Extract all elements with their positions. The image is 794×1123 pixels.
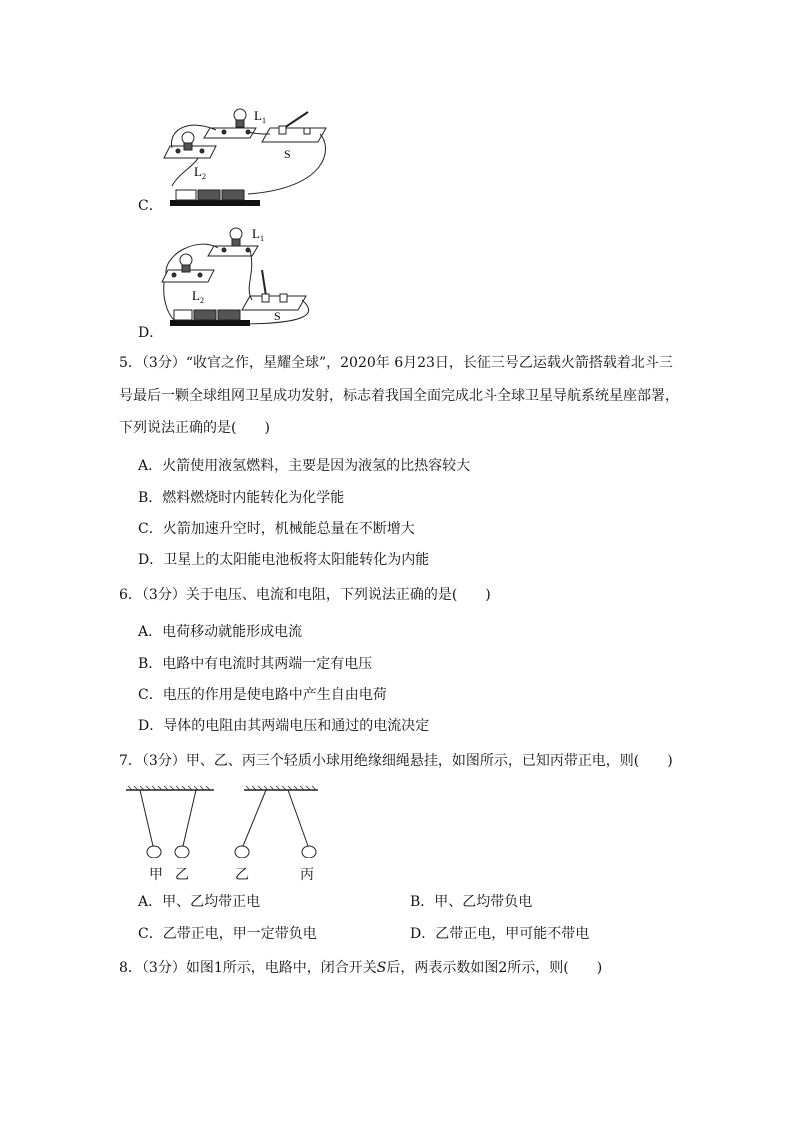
battery-pack — [170, 190, 260, 206]
q5-option-d[interactable]: D．卫星上的太阳能电池板将太阳能转化为内能 — [138, 552, 430, 568]
q6-option-d[interactable]: D．导体的电阻由其两端电压和通过的电流决定 — [138, 718, 430, 734]
q6-option-c[interactable]: C．电压的作用是使电路中产生自由电荷 — [138, 687, 387, 703]
q8-switch-var: S — [376, 960, 387, 976]
wire-l1-switch — [249, 250, 252, 300]
q7-label-jia: 甲 — [149, 867, 163, 883]
q8-stem-after: 后，两表示数如图2所示，则( ) — [386, 960, 603, 976]
l1-bulb — [230, 228, 242, 240]
l2-label: $L_2$ — [194, 164, 206, 181]
switch-board — [262, 128, 326, 142]
q8-stem — [119, 958, 602, 978]
q5-stem-line-3: 下列说法正确的是( ) — [119, 420, 270, 436]
string-yi-right — [243, 790, 266, 846]
q6-option-b[interactable]: B．电路中有电流时其两端一定有电压 — [138, 656, 373, 672]
q7-stem: 7．（3分）甲、乙、丙三个轻质小球用绝缘细绳悬挂，如图所示，已知丙带正电，则( ) — [119, 753, 673, 769]
q4-option-d-label[interactable]: D． — [138, 325, 164, 341]
q7-label-bing: 丙 — [300, 867, 314, 883]
q8-stem-before: 8．（3分）如图1所示，电路中，闭合开关 — [119, 960, 377, 976]
q7-hanging-balls-figure — [120, 784, 330, 858]
ball-bing — [302, 846, 316, 858]
q7-option-b[interactable]: B．甲、乙均带负电 — [410, 894, 533, 910]
l1-bulb — [234, 109, 246, 121]
ball-yi-left — [175, 846, 189, 858]
l1-label: $L_1$ — [252, 226, 264, 243]
q7-option-d[interactable]: D．乙带正电，甲可能不带电 — [410, 926, 590, 942]
q4-option-c-label[interactable]: C． — [138, 198, 163, 214]
q5-stem-line-2: 号最后一颗全球组网卫星成功发射，标志着我国全面完成北斗全球卫星导航系统星座部署， — [119, 388, 679, 404]
q7-option-a[interactable]: A．甲、乙均带正电 — [138, 894, 261, 910]
ball-jia — [147, 846, 161, 858]
switch-label: S — [284, 147, 291, 161]
wire-switch-battery — [248, 134, 325, 194]
l2-label: $L_2$ — [192, 288, 204, 305]
q7-option-c[interactable]: C．乙带正电，甲一定带负电 — [138, 926, 317, 942]
q5-option-c[interactable]: C．火箭加速升空时，机械能总量在不断增大 — [138, 521, 415, 537]
q4-option-d-circuit-figure — [158, 224, 328, 334]
string-bing — [288, 790, 308, 846]
l2-bulb — [180, 254, 192, 266]
l2-bulb — [182, 132, 194, 144]
battery-pack — [170, 310, 250, 326]
q6-option-a[interactable]: A．电荷移动就能形成电流 — [138, 624, 303, 640]
q5-stem-line-1: 5．（3分）“收官之作，星耀全球”，2020年 6月23日，长征三号乙运载火箭搭载着北斗三 — [119, 355, 673, 371]
string-yi-left — [183, 790, 196, 846]
string-jia — [140, 790, 153, 846]
q5-option-a[interactable]: A．火箭使用液氢燃料，主要是因为液氢的比热容较大 — [138, 458, 471, 474]
q6-stem: 6．（3分）关于电压、电流和电阻，下列说法正确的是( ) — [119, 587, 491, 603]
q7-label-yi-left: 乙 — [175, 867, 189, 883]
l1-label: $L_1$ — [254, 108, 266, 125]
q5-option-b[interactable]: B．燃料燃烧时内能转化为化学能 — [138, 490, 345, 506]
switch-board — [242, 296, 306, 310]
q4-option-c-circuit-figure — [158, 98, 328, 210]
wire-l2-battery — [164, 282, 174, 320]
switch-label: S — [274, 309, 281, 323]
q7-label-yi-right: 乙 — [235, 867, 249, 883]
ball-yi-right — [235, 846, 249, 858]
